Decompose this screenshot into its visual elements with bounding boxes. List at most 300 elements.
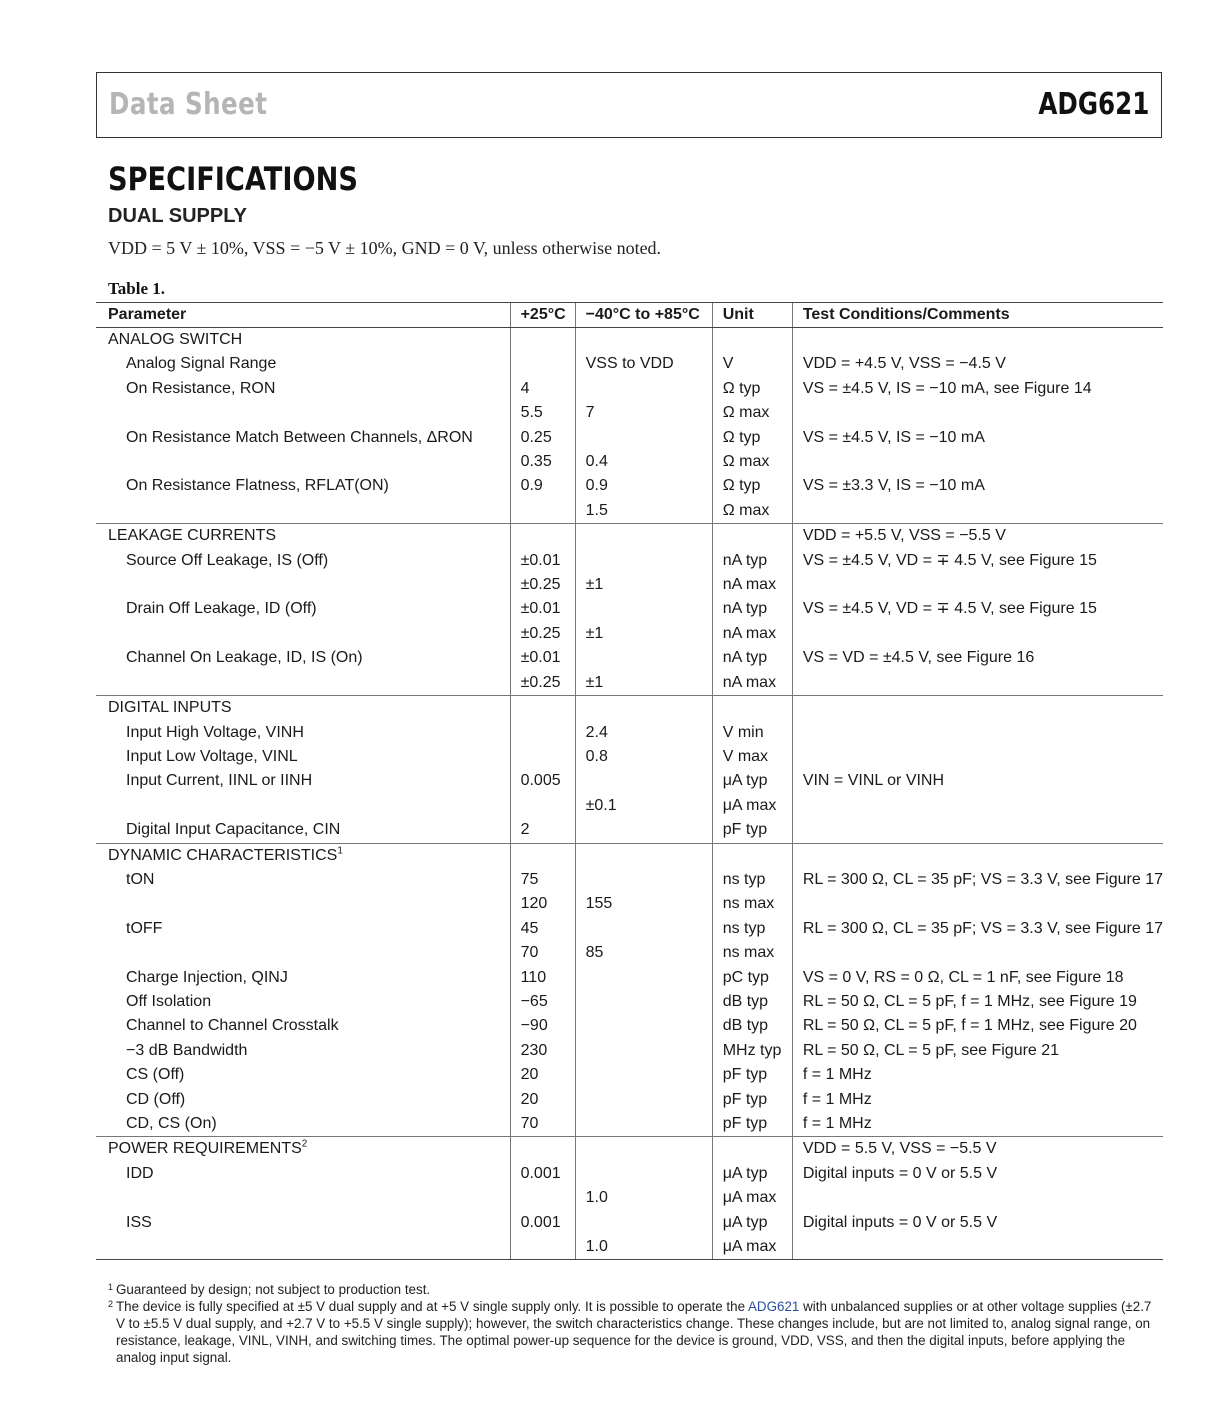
specifications-table bbox=[96, 302, 1163, 1260]
parameter-cell-text: Input High Voltage, VINH bbox=[126, 723, 304, 741]
unit-cell bbox=[712, 1235, 792, 1260]
value-range-cell bbox=[575, 941, 712, 965]
parameter-cell bbox=[96, 1088, 510, 1112]
unit-cell-text: Ω max bbox=[722, 404, 770, 422]
value-25c-cell-text: 75 bbox=[520, 870, 539, 888]
conditions-cell bbox=[792, 450, 1163, 474]
table-row bbox=[96, 941, 1163, 965]
value-25c-cell bbox=[510, 524, 575, 549]
unit-cell-text: pF typ bbox=[722, 1115, 768, 1132]
table-row bbox=[96, 352, 1163, 376]
page-header bbox=[96, 72, 1162, 138]
value-range-cell bbox=[575, 1186, 712, 1210]
value-range-cell bbox=[575, 573, 712, 597]
parameter-cell-text: On Resistance Match Between Channels, ΔRON bbox=[126, 428, 473, 446]
conditions-cell bbox=[792, 524, 1163, 549]
conditions-cell bbox=[792, 941, 1163, 965]
value-range-cell bbox=[575, 917, 712, 941]
value-range-cell-text: ±0.1 bbox=[585, 796, 617, 814]
value-25c-cell-text: 20 bbox=[520, 1090, 539, 1108]
value-25c-cell bbox=[510, 818, 575, 843]
footnote-2 bbox=[108, 1298, 1153, 1366]
unit-cell bbox=[712, 401, 792, 425]
parameter-cell-text: tON bbox=[126, 870, 155, 888]
parameter-cell-text: Source Off Leakage, IS (Off) bbox=[126, 551, 329, 569]
table-row bbox=[96, 721, 1163, 745]
conditions-cell-text: RL = 50 Ω, CL = 5 pF, f = 1 MHz, see Figure 19 bbox=[802, 992, 1137, 1010]
parameter-cell bbox=[96, 868, 510, 892]
value-25c-cell-text: 0.9 bbox=[520, 477, 543, 495]
value-25c-cell bbox=[510, 721, 575, 745]
unit-cell bbox=[712, 1039, 792, 1063]
table-section-row bbox=[96, 843, 1163, 868]
unit-cell-text: V min bbox=[722, 723, 764, 741]
parameter-cell bbox=[96, 721, 510, 745]
section-title: SPECIFICATIONS bbox=[108, 160, 358, 198]
unit-cell-text: pF typ bbox=[722, 1066, 768, 1084]
value-range-cell bbox=[575, 1137, 712, 1162]
supply-conditions: VDD = 5 V ± 10%, VSS = −5 V ± 10%, GND = 0 V, unless otherwise noted. bbox=[108, 238, 662, 258]
unit-cell-text: nA max bbox=[722, 673, 777, 691]
value-range-cell-text: 1.0 bbox=[585, 1189, 608, 1207]
value-25c-cell bbox=[510, 1162, 575, 1186]
table-row bbox=[96, 450, 1163, 474]
unit-cell bbox=[712, 1088, 792, 1112]
value-range-cell-text: 0.4 bbox=[585, 453, 608, 471]
parameter-cell-text: Channel On Leakage, ID, IS (On) bbox=[126, 649, 363, 667]
value-range-cell bbox=[575, 1235, 712, 1260]
unit-cell-text: Ω typ bbox=[722, 477, 761, 495]
value-25c-cell-text: 0.001 bbox=[520, 1164, 561, 1182]
parameter-cell bbox=[96, 745, 510, 769]
parameter-cell-text: CD (Off) bbox=[126, 1090, 186, 1108]
conditions-cell bbox=[792, 1014, 1163, 1038]
value-range-cell-text: 0.8 bbox=[585, 747, 608, 765]
parameter-cell bbox=[96, 1211, 510, 1235]
parameter-cell bbox=[96, 1112, 510, 1137]
value-range-cell bbox=[575, 622, 712, 646]
conditions-cell bbox=[792, 597, 1163, 621]
parameter-cell bbox=[96, 917, 510, 941]
value-range-cell bbox=[575, 843, 712, 868]
value-25c-cell bbox=[510, 426, 575, 450]
conditions-cell bbox=[792, 1039, 1163, 1063]
unit-cell bbox=[712, 818, 792, 843]
conditions-cell bbox=[792, 843, 1163, 868]
table-row bbox=[96, 990, 1163, 1014]
table-row bbox=[96, 597, 1163, 621]
unit-cell-text: ns typ bbox=[722, 919, 766, 937]
value-25c-cell bbox=[510, 966, 575, 990]
value-range-cell bbox=[575, 745, 712, 769]
value-25c-cell bbox=[510, 892, 575, 916]
unit-cell bbox=[712, 1162, 792, 1186]
unit-cell-text: pF typ bbox=[722, 1090, 768, 1108]
conditions-cell-text: VS = ±3.3 V, IS = −10 mA bbox=[802, 477, 985, 495]
value-25c-cell bbox=[510, 597, 575, 621]
unit-cell bbox=[712, 524, 792, 549]
conditions-cell-text: RL = 50 Ω, CL = 5 pF, f = 1 MHz, see Figure 20 bbox=[802, 1017, 1137, 1035]
value-25c-cell-text: ±0.25 bbox=[520, 673, 561, 691]
conditions-cell-text: Digital inputs = 0 V or 5.5 V bbox=[802, 1164, 998, 1182]
value-25c-cell bbox=[510, 1088, 575, 1112]
unit-cell bbox=[712, 352, 792, 376]
parameter-cell-text: Digital Input Capacitance, CIN bbox=[126, 821, 341, 839]
parameter-cell bbox=[96, 1235, 510, 1260]
conditions-cell-text: VIN = VINL or VINH bbox=[802, 772, 945, 790]
value-25c-cell bbox=[510, 549, 575, 573]
value-25c-cell bbox=[510, 1137, 575, 1162]
value-range-cell bbox=[575, 450, 712, 474]
unit-cell-text: MHz typ bbox=[722, 1041, 782, 1059]
unit-cell bbox=[712, 745, 792, 769]
table-caption: Table 1. bbox=[108, 279, 166, 298]
conditions-cell bbox=[792, 328, 1163, 353]
table-row bbox=[96, 1186, 1163, 1210]
value-25c-cell-text: −65 bbox=[520, 992, 548, 1010]
parameter-cell-text: CS (Off) bbox=[126, 1066, 185, 1084]
conditions-cell bbox=[792, 401, 1163, 425]
value-range-cell bbox=[575, 868, 712, 892]
table-row bbox=[96, 892, 1163, 916]
conditions-cell bbox=[792, 573, 1163, 597]
value-25c-cell-text: 0.005 bbox=[520, 772, 561, 790]
value-25c-cell bbox=[510, 917, 575, 941]
unit-cell bbox=[712, 868, 792, 892]
conditions-cell bbox=[792, 352, 1163, 376]
unit-cell-text: V max bbox=[722, 747, 769, 765]
conditions-cell bbox=[792, 1137, 1163, 1162]
value-range-cell-text: ±1 bbox=[585, 576, 604, 594]
value-range-cell-text: 7 bbox=[585, 404, 595, 422]
value-25c-cell bbox=[510, 696, 575, 721]
parameter-cell bbox=[96, 352, 510, 376]
unit-cell bbox=[712, 990, 792, 1014]
conditions-cell bbox=[792, 622, 1163, 646]
unit-cell-text: μA max bbox=[722, 1189, 777, 1207]
table-row bbox=[96, 1014, 1163, 1038]
value-range-cell bbox=[575, 818, 712, 843]
unit-cell-text: μA max bbox=[722, 796, 777, 814]
conditions-cell bbox=[792, 868, 1163, 892]
parameter-cell bbox=[96, 1039, 510, 1063]
value-range-cell-text: 2.4 bbox=[585, 723, 608, 741]
value-25c-cell bbox=[510, 990, 575, 1014]
conditions-cell bbox=[792, 721, 1163, 745]
table-row bbox=[96, 426, 1163, 450]
conditions-cell bbox=[792, 1088, 1163, 1112]
value-25c-cell bbox=[510, 499, 575, 524]
conditions-cell bbox=[792, 646, 1163, 670]
unit-cell-text: ns max bbox=[722, 895, 775, 913]
parameter-cell-text: Off Isolation bbox=[126, 992, 212, 1010]
conditions-cell bbox=[792, 1063, 1163, 1087]
value-25c-cell bbox=[510, 769, 575, 793]
conditions-cell-text: Digital inputs = 0 V or 5.5 V bbox=[802, 1213, 998, 1231]
value-range-cell bbox=[575, 1088, 712, 1112]
parameter-cell bbox=[96, 524, 510, 549]
unit-cell bbox=[712, 843, 792, 868]
parameter-cell bbox=[96, 966, 510, 990]
value-25c-cell-text: −90 bbox=[520, 1017, 548, 1035]
conditions-cell bbox=[792, 671, 1163, 696]
value-range-cell bbox=[575, 892, 712, 916]
parameter-cell-text: DIGITAL INPUTS bbox=[108, 699, 232, 717]
header-doc-type: Data Sheet bbox=[109, 87, 268, 122]
conditions-cell-text: VS = 0 V, RS = 0 Ω, CL = 1 nF, see Figure 18 bbox=[802, 968, 1124, 986]
table-row bbox=[96, 1039, 1163, 1063]
table-section-row bbox=[96, 1137, 1163, 1162]
value-25c-cell bbox=[510, 1063, 575, 1087]
value-25c-cell-text: 70 bbox=[520, 944, 539, 962]
parameter-cell bbox=[96, 1162, 510, 1186]
value-25c-cell bbox=[510, 745, 575, 769]
value-25c-cell-text: ±0.25 bbox=[520, 624, 561, 642]
value-25c-cell bbox=[510, 868, 575, 892]
parameter-cell bbox=[96, 794, 510, 818]
parameter-cell-text: Analog Signal Range bbox=[126, 355, 277, 373]
conditions-cell-text: VS = ±4.5 V, VD = ∓ 4.5 V, see Figure 15 bbox=[802, 551, 1097, 569]
value-range-cell bbox=[575, 671, 712, 696]
parameter-cell bbox=[96, 499, 510, 524]
value-range-cell bbox=[575, 377, 712, 401]
parameter-cell-text: −3 dB Bandwidth bbox=[126, 1041, 248, 1059]
table-row bbox=[96, 1235, 1163, 1260]
value-range-cell bbox=[575, 769, 712, 793]
parameter-cell bbox=[96, 622, 510, 646]
value-range-cell bbox=[575, 524, 712, 549]
parameter-cell-text: ISS bbox=[126, 1213, 152, 1231]
unit-cell-text: pF typ bbox=[722, 821, 768, 839]
parameter-cell bbox=[96, 401, 510, 425]
value-25c-cell-text: 20 bbox=[520, 1066, 539, 1084]
conditions-cell bbox=[792, 1162, 1163, 1186]
value-25c-cell-text: 0.001 bbox=[520, 1213, 561, 1231]
value-25c-cell bbox=[510, 573, 575, 597]
unit-cell bbox=[712, 1014, 792, 1038]
parameter-cell bbox=[96, 549, 510, 573]
value-range-cell bbox=[575, 696, 712, 721]
parameter-cell bbox=[96, 1014, 510, 1038]
parameter-cell-text: POWER REQUIREMENTS bbox=[108, 1140, 302, 1158]
unit-cell bbox=[712, 769, 792, 793]
unit-cell-text: V bbox=[722, 355, 734, 373]
part-number-link[interactable]: ADG621 bbox=[748, 1299, 800, 1314]
footnote-text-part: The device is fully specified at ±5 V dual supply and at +5 V single supply only. It is possible to operate the bbox=[116, 1299, 746, 1314]
unit-cell bbox=[712, 892, 792, 916]
parameter-cell-text: On Resistance, RON bbox=[126, 379, 276, 397]
value-25c-cell bbox=[510, 1014, 575, 1038]
unit-cell-text: μA typ bbox=[722, 1213, 768, 1231]
value-range-cell bbox=[575, 794, 712, 818]
table-row bbox=[96, 769, 1163, 793]
value-25c-cell bbox=[510, 352, 575, 376]
value-25c-cell bbox=[510, 843, 575, 868]
parameter-cell-text: LEAKAGE CURRENTS bbox=[108, 527, 277, 545]
value-range-cell-text: 85 bbox=[585, 944, 604, 962]
conditions-cell-text: f = 1 MHz bbox=[802, 1090, 872, 1108]
unit-cell-text: Ω typ bbox=[722, 379, 761, 397]
conditions-cell-text: VS = ±4.5 V, VD = ∓ 4.5 V, see Figure 15 bbox=[802, 600, 1097, 618]
unit-cell bbox=[712, 450, 792, 474]
value-25c-cell-text: 5.5 bbox=[520, 404, 543, 422]
parameter-cell bbox=[96, 573, 510, 597]
unit-cell-text: nA typ bbox=[722, 649, 768, 667]
parameter-cell-text: IDD bbox=[126, 1164, 154, 1182]
conditions-cell-text: VS = VD = ±4.5 V, see Figure 16 bbox=[802, 649, 1035, 667]
value-25c-cell-text: 4 bbox=[520, 379, 530, 397]
value-25c-cell bbox=[510, 1039, 575, 1063]
unit-cell bbox=[712, 573, 792, 597]
column-header: −40°C to +85°C bbox=[575, 303, 712, 328]
parameter-cell bbox=[96, 646, 510, 670]
footnote-text bbox=[108, 1298, 1153, 1366]
parameter-cell bbox=[96, 328, 510, 353]
value-range-cell bbox=[575, 597, 712, 621]
value-25c-cell bbox=[510, 794, 575, 818]
subsection-title: DUAL SUPPLY bbox=[108, 205, 247, 227]
unit-cell-text: pC typ bbox=[722, 968, 769, 986]
footnote-ref: 1 bbox=[337, 845, 343, 857]
table-section-row bbox=[96, 328, 1163, 353]
parameter-cell bbox=[96, 941, 510, 965]
value-25c-cell-text: ±0.25 bbox=[520, 576, 561, 594]
parameter-cell-text: Drain Off Leakage, ID (Off) bbox=[126, 600, 317, 618]
parameter-cell bbox=[96, 1063, 510, 1087]
column-header: +25°C bbox=[510, 303, 575, 328]
table-row bbox=[96, 401, 1163, 425]
value-range-cell-text: 1.5 bbox=[585, 501, 608, 519]
unit-cell bbox=[712, 622, 792, 646]
value-25c-cell bbox=[510, 622, 575, 646]
conditions-cell-text: VS = ±4.5 V, IS = −10 mA bbox=[802, 428, 985, 446]
table-row bbox=[96, 1088, 1163, 1112]
value-25c-cell-text: 0.25 bbox=[520, 428, 552, 446]
value-range-cell-text: ±1 bbox=[585, 673, 604, 691]
value-range-cell bbox=[575, 1211, 712, 1235]
conditions-cell bbox=[792, 499, 1163, 524]
table-row bbox=[96, 917, 1163, 941]
unit-cell-text: μA max bbox=[722, 1238, 777, 1256]
conditions-cell bbox=[792, 1211, 1163, 1235]
unit-cell-text: Ω max bbox=[722, 453, 770, 471]
unit-cell bbox=[712, 328, 792, 353]
value-range-cell bbox=[575, 721, 712, 745]
conditions-cell bbox=[792, 377, 1163, 401]
value-25c-cell bbox=[510, 941, 575, 965]
unit-cell-text: Ω typ bbox=[722, 428, 761, 446]
column-header: Unit bbox=[712, 303, 792, 328]
column-header: Parameter bbox=[96, 303, 510, 328]
unit-cell-text: dB typ bbox=[722, 992, 769, 1010]
unit-cell bbox=[712, 499, 792, 524]
unit-cell bbox=[712, 941, 792, 965]
table-row bbox=[96, 745, 1163, 769]
parameter-cell bbox=[96, 450, 510, 474]
table-row bbox=[96, 868, 1163, 892]
value-25c-cell bbox=[510, 671, 575, 696]
unit-cell-text: nA max bbox=[722, 624, 777, 642]
parameter-cell bbox=[96, 892, 510, 916]
unit-cell bbox=[712, 966, 792, 990]
unit-cell-text: Ω max bbox=[722, 501, 770, 519]
unit-cell-text: dB typ bbox=[722, 1017, 769, 1035]
unit-cell bbox=[712, 549, 792, 573]
value-25c-cell-text: 110 bbox=[520, 968, 547, 986]
parameter-cell bbox=[96, 671, 510, 696]
value-25c-cell bbox=[510, 1112, 575, 1137]
parameter-cell bbox=[96, 474, 510, 498]
table-row bbox=[96, 1063, 1163, 1087]
value-25c-cell bbox=[510, 1211, 575, 1235]
parameter-cell-text: ANALOG SWITCH bbox=[108, 331, 243, 348]
value-25c-cell-text: 120 bbox=[520, 895, 548, 913]
conditions-cell-text: f = 1 MHz bbox=[802, 1066, 872, 1084]
table-row bbox=[96, 499, 1163, 524]
table-row bbox=[96, 1112, 1163, 1137]
value-25c-cell bbox=[510, 1235, 575, 1260]
table-row bbox=[96, 573, 1163, 597]
value-25c-cell bbox=[510, 1186, 575, 1210]
parameter-cell-text: Input Current, IINL or IINH bbox=[126, 772, 313, 790]
table-row bbox=[96, 966, 1163, 990]
column-header: Test Conditions/Comments bbox=[792, 303, 1163, 328]
conditions-cell bbox=[792, 917, 1163, 941]
parameter-cell-text: Charge Injection, QINJ bbox=[126, 968, 288, 986]
value-range-cell-text: 0.9 bbox=[585, 477, 608, 495]
conditions-cell-text: RL = 300 Ω, CL = 35 pF; VS = 3.3 V, see Figure 17 bbox=[802, 870, 1163, 888]
value-range-cell bbox=[575, 328, 712, 353]
footnote-text-part: with unbalanced supplies or at other voltage supplies (±2.7 V to ±5.5 V dual supply, and +2.7 V to +5.5 V single supply); however, the switch characteristics change. These changes include, but are not limited to, analog signal range, on resistance, leakage, VINL, VINH, and switching times. The optimal power-up sequence for the device is ground, VDD, VSS, and then the digital inputs, before applying the analog input signal. bbox=[116, 1299, 1152, 1365]
parameter-cell-text: Input Low Voltage, VINL bbox=[126, 747, 298, 765]
unit-cell-text: ns typ bbox=[722, 870, 766, 888]
value-25c-cell-text: 0.35 bbox=[520, 453, 552, 471]
parameter-cell bbox=[96, 1137, 510, 1162]
unit-cell bbox=[712, 646, 792, 670]
value-range-cell-text: VSS to VDD bbox=[585, 355, 674, 373]
parameter-cell-text: On Resistance Flatness, RFLAT(ON) bbox=[126, 477, 389, 495]
conditions-cell-text: RL = 300 Ω, CL = 35 pF; VS = 3.3 V, see Figure 17 bbox=[802, 919, 1163, 937]
conditions-cell bbox=[792, 745, 1163, 769]
table-row bbox=[96, 549, 1163, 573]
value-25c-cell bbox=[510, 646, 575, 670]
value-25c-cell bbox=[510, 401, 575, 425]
parameter-cell-text: tOFF bbox=[126, 919, 163, 937]
unit-cell-text: nA typ bbox=[722, 551, 768, 569]
value-range-cell bbox=[575, 426, 712, 450]
value-25c-cell-text: 2 bbox=[520, 821, 530, 839]
parameter-cell-text: CD, CS (On) bbox=[126, 1115, 217, 1132]
value-range-cell bbox=[575, 352, 712, 376]
table-row bbox=[96, 377, 1163, 401]
unit-cell bbox=[712, 794, 792, 818]
conditions-cell bbox=[792, 892, 1163, 916]
unit-cell-text: μA typ bbox=[722, 772, 768, 790]
header-part-number: ADG621 bbox=[1037, 87, 1149, 122]
parameter-cell bbox=[96, 696, 510, 721]
parameter-cell bbox=[96, 597, 510, 621]
table-row bbox=[96, 818, 1163, 843]
unit-cell bbox=[712, 426, 792, 450]
value-range-cell bbox=[575, 990, 712, 1014]
value-25c-cell-text: ±0.01 bbox=[520, 600, 561, 618]
value-25c-cell bbox=[510, 377, 575, 401]
value-25c-cell bbox=[510, 450, 575, 474]
conditions-cell-text: RL = 50 Ω, CL = 5 pF, see Figure 21 bbox=[802, 1041, 1060, 1059]
parameter-cell bbox=[96, 377, 510, 401]
footnote-text: Guaranteed by design; not subject to production test. bbox=[116, 1282, 431, 1297]
conditions-cell bbox=[792, 696, 1163, 721]
